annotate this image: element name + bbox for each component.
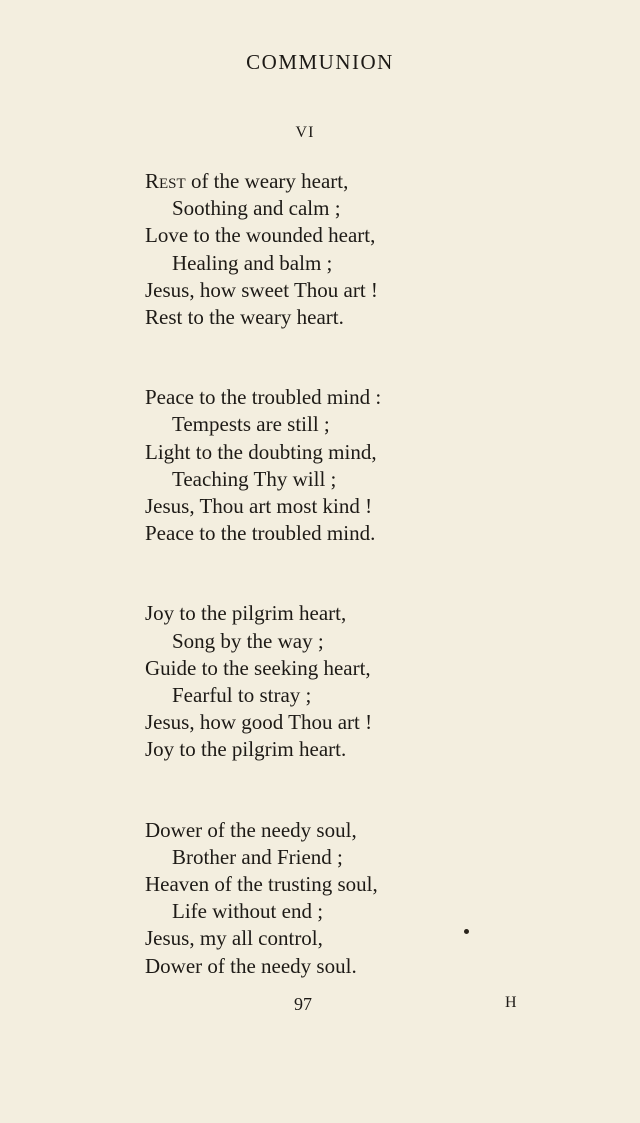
poem-line: Dower of the needy soul. — [145, 953, 357, 978]
poem-line: Teaching Thy will ; — [172, 466, 337, 491]
poem-line: Love to the wounded heart, — [145, 223, 376, 248]
poem-line: Life without end ; — [172, 899, 324, 924]
poem-line: Jesus, my all control, — [145, 926, 323, 951]
poem-line: Joy to the pilgrim heart. — [145, 737, 347, 762]
poem-line: Heaven of the trusting soul, — [145, 872, 378, 897]
poem-line: Joy to the pilgrim heart, — [145, 601, 347, 626]
running-head: COMMUNION — [246, 50, 394, 74]
poem-line: Guide to the seeking heart, — [145, 655, 371, 680]
signature-mark: H — [505, 994, 517, 1011]
poem-line: Peace to the troubled mind. — [145, 521, 376, 546]
poem-line: Tempests are still ; — [172, 412, 330, 437]
poem-line: Soothing and calm ; — [172, 196, 341, 221]
poem-line: Brother and Friend ; — [172, 844, 343, 869]
poem-line-rest: of the weary heart, — [185, 169, 349, 193]
poem-line: Rest to the weary heart. — [145, 305, 344, 330]
poem-line: Song by the way ; — [172, 628, 324, 653]
poem-line: Light to the doubting mind, — [145, 439, 377, 464]
poem-line — [145, 168, 575, 195]
page-number: 97 — [294, 994, 312, 1014]
poem-line: Dower of the needy soul, — [145, 817, 357, 842]
stanza-2 — [145, 384, 575, 547]
section-number: VI — [295, 124, 315, 141]
poem-line: Jesus, Thou art most kind ! — [145, 494, 373, 519]
stanza-1 — [145, 168, 575, 331]
stanza-3 — [145, 600, 575, 763]
ink-speck — [464, 929, 469, 934]
poem-line: Jesus, how sweet Thou art ! — [145, 277, 378, 302]
stanza-4 — [145, 817, 575, 980]
poem — [145, 168, 575, 980]
poem-line: Peace to the troubled mind : — [145, 385, 382, 410]
poem-line: Fearful to stray ; — [172, 683, 312, 708]
poem-line: Jesus, how good Thou art ! — [145, 710, 373, 735]
poem-first-word: Rest — [145, 169, 186, 193]
poem-line: Healing and balm ; — [172, 250, 333, 275]
